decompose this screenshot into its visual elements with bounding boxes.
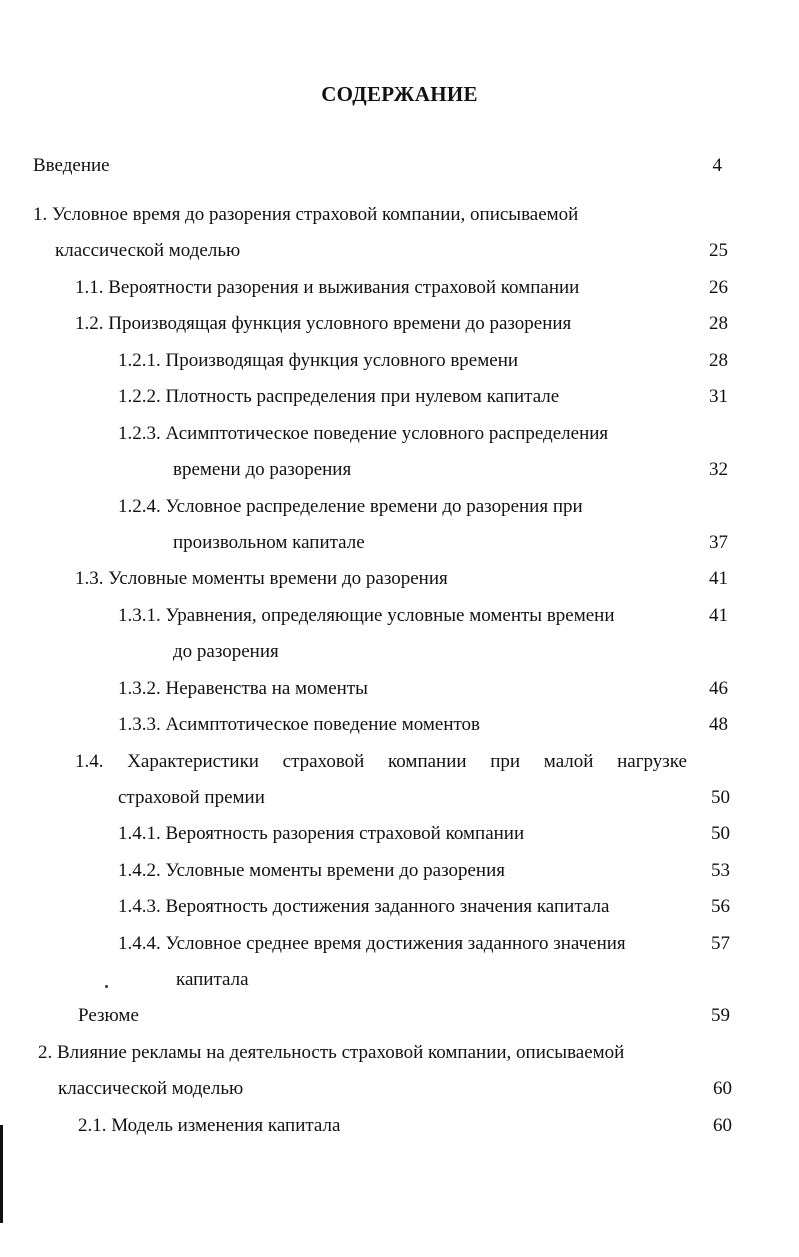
toc-page-number: 28 xyxy=(709,350,728,371)
toc-page-number: 41 xyxy=(709,568,728,589)
toc-entry-chapter-1: 1. Условное время до разорения страховой компании, описываемой xyxy=(33,204,579,225)
toc-entry-chapter-2: 2. Влияние рекламы на деятельность страховой компании, описываемой xyxy=(38,1042,625,1063)
toc-entry-1-2-3-cont: времени до разорения xyxy=(173,459,352,480)
page-title: СОДЕРЖАНИЕ xyxy=(321,82,478,106)
toc-page-number: 31 xyxy=(709,386,728,407)
toc-word: Характеристики xyxy=(127,751,259,772)
toc-entry-1-4-3: 1.4.3. Вероятность достижения заданного значения капитала xyxy=(118,896,610,917)
toc-entry-1-2-3: 1.2.3. Асимптотическое поведение условного распределения xyxy=(118,423,609,444)
toc-page-number: 50 xyxy=(711,787,730,808)
toc-page-number: 56 xyxy=(711,896,730,917)
toc-page-number: 25 xyxy=(709,240,728,261)
toc-entry-1-4-4-cont: капитала xyxy=(176,969,249,990)
toc-page-number: 32 xyxy=(709,459,728,480)
toc-word: компании xyxy=(388,751,467,772)
toc-page-number: 50 xyxy=(711,823,730,844)
toc-entry-1-2-4: 1.2.4. Условное распределение времени до разорения при xyxy=(118,496,583,517)
toc-entry-1-4-2: 1.4.2. Условные моменты времени до разорения xyxy=(118,860,505,881)
toc-page-number: 53 xyxy=(711,860,730,881)
toc-entry-intro: Введение xyxy=(33,155,110,176)
toc-entry-1-2-2: 1.2.2. Плотность распределения при нулевом капитале xyxy=(118,386,560,407)
toc-page-number: 4 xyxy=(712,155,722,176)
toc-entry-summary: Резюме xyxy=(78,1005,139,1026)
toc-entry-1-3-2: 1.3.2. Неравенства на моменты xyxy=(118,678,368,699)
scan-speck xyxy=(105,985,108,988)
toc-page-number: 59 xyxy=(711,1005,730,1026)
toc-word: страховой xyxy=(282,751,365,772)
toc-entry-2-1: 2.1. Модель изменения капитала xyxy=(78,1115,341,1136)
toc-entry-1-2-4-cont: произвольном капитале xyxy=(173,532,365,553)
toc-entry-1-3: 1.3. Условные моменты времени до разорения xyxy=(75,568,448,589)
toc-page-number: 57 xyxy=(711,933,730,954)
toc-entry-chapter-1-cont: классической моделью xyxy=(55,240,241,261)
toc-page-number: 28 xyxy=(709,313,728,334)
toc-entry-1-3-3: 1.3.3. Асимптотическое поведение моментов xyxy=(118,714,481,735)
toc-page-number: 26 xyxy=(709,277,728,298)
toc-page-number: 60 xyxy=(713,1115,732,1136)
toc-entry-1-2: 1.2. Производящая функция условного времени до разорения xyxy=(75,313,572,334)
toc-page-number: 37 xyxy=(709,532,728,553)
toc-word: малой xyxy=(543,751,594,772)
toc-entry-1-4-cont: страховой премии xyxy=(118,787,265,808)
toc-entry-chapter-2-cont: классической моделью xyxy=(58,1078,244,1099)
toc-word: 1.4. xyxy=(75,751,104,772)
toc-word: при xyxy=(490,751,521,772)
toc-word: нагрузке xyxy=(617,751,687,772)
scan-margin-bar xyxy=(0,1125,3,1223)
toc-entry-1-1: 1.1. Вероятности разорения и выживания страховой компании xyxy=(75,277,580,298)
toc-entry-1-3-1-cont: до разорения xyxy=(173,641,279,662)
toc-page-number: 41 xyxy=(709,605,728,626)
toc-page-number: 48 xyxy=(709,714,728,735)
toc-page-number: 46 xyxy=(709,678,728,699)
toc-entry-1-2-1: 1.2.1. Производящая функция условного времени xyxy=(118,350,519,371)
toc-page-number: 60 xyxy=(713,1078,732,1099)
toc-entry-1-3-1: 1.3.1. Уравнения, определяющие условные моменты времени xyxy=(118,605,615,626)
toc-entry-1-4-4: 1.4.4. Условное среднее время достижения заданного значения xyxy=(118,933,626,954)
toc-entry-1-4-1: 1.4.1. Вероятность разорения страховой компании xyxy=(118,823,525,844)
toc-entry-1-4 xyxy=(75,751,687,773)
